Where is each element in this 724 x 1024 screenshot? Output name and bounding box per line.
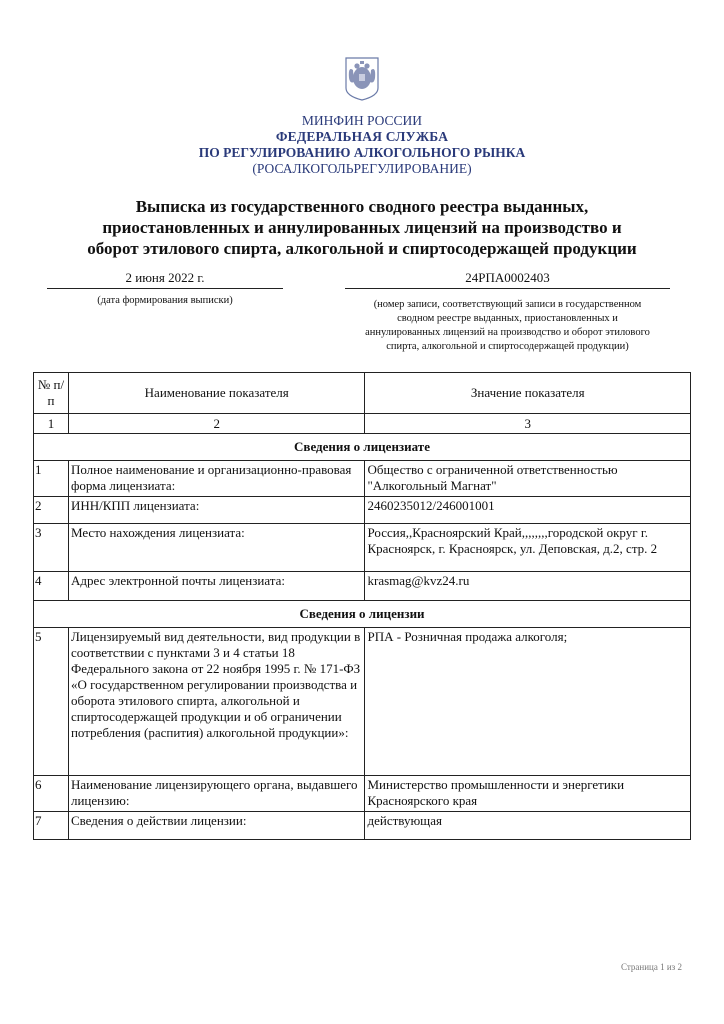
row-indicator: Место нахождения лицензиата: [68,524,365,572]
column-number: 2 [68,414,365,434]
row-indicator: Лицензируемый вид деятельности, вид продукции в соответствии с пунктами 3 и 4 статьи 18 Федерального закона от 22 ноября 1995 г. № 171-ФЗ «О государственном регулировании производства и оборота этилового спирта, алкогольной и спиртосодержащей продукции и об ограничении потребления (распития) алкогольной продукции»: [68,628,365,776]
row-indicator: Наименование лицензирующего органа, выдавшего лицензию: [68,776,365,812]
row-value: 2460235012/246001001 [365,497,691,524]
row-value: krasmag@kvz24.ru [365,572,691,601]
agency-service: ФЕДЕРАЛЬНАЯ СЛУЖБА [275,129,449,144]
table-row [34,776,691,812]
table-row [34,461,691,497]
row-indicator: Полное наименование и организационно-правовая форма лицензиата: [68,461,365,497]
page-number: Страница 1 из 2 [621,962,682,972]
table-row [34,524,691,572]
header-number: № п/п [34,373,69,414]
row-indicator: Адрес электронной почты лицензиата: [68,572,365,601]
row-number: 4 [34,572,69,601]
section-row-licensee [34,434,691,461]
agency-service-full: ПО РЕГУЛИРОВАНИЮ АЛКОГОЛЬНОГО РЫНКА [198,145,526,160]
title-line: оборот этилового спирта, алкогольной и спиртосодержащей продукции [87,239,637,258]
title-line: приостановленных и аннулированных лицензий на производство и [102,218,622,237]
date-caption: (дата формирования выписки) [97,295,233,306]
column-number: 1 [34,414,69,434]
row-number: 7 [34,812,69,840]
agency-short-name: (РОСАЛКОГОЛЬРЕГУЛИРОВАНИЕ) [252,161,472,176]
table-row [34,812,691,840]
section-title: Сведения о лицензии [34,601,691,628]
record-number-value: 24РПА0002403 [345,268,670,289]
table-row [34,497,691,524]
column-number: 3 [365,414,691,434]
coat-of-arms-icon [344,56,380,102]
document-title [60,196,664,259]
table-row [34,572,691,601]
table-header-row [34,373,691,414]
date-value: 2 июня 2022 г. [47,268,283,289]
row-value: Министерство промышленности и энергетики Красноярского края [365,776,691,812]
row-number: 3 [34,524,69,572]
row-indicator: Сведения о действии лицензии: [68,812,365,840]
record-number-caption: (номер записи, соответствующий записи в государственном сводном реестре выданных, приостановленных и аннулированных лицензий на производство и оборот этилового спирта, алкогольной и спиртосодержащей продукции) [365,299,650,352]
row-number: 5 [34,628,69,776]
header-indicator-value: Значение показателя [365,373,691,414]
row-value: Россия,,Красноярский Край,,,,,,,,городской округ г. Красноярск, г. Красноярск, ул. Деповская, д.2, стр. 2 [365,524,691,572]
section-row-license [34,601,691,628]
row-number: 6 [34,776,69,812]
table-row [34,628,691,776]
record-number-field [345,268,670,354]
row-number: 2 [34,497,69,524]
title-line: Выписка из государственного сводного реестра выданных, [135,197,589,216]
row-value: Общество с ограниченной ответственностью "Алкогольный Магнат" [365,461,691,497]
section-title: Сведения о лицензиате [34,434,691,461]
column-numbers-row [34,414,691,434]
header-indicator-name: Наименование показателя [68,373,365,414]
row-value: РПА - Розничная продажа алкоголя; [365,628,691,776]
row-number: 1 [34,461,69,497]
row-value: действующая [365,812,691,840]
register-table [33,372,691,840]
date-field [47,268,283,308]
row-indicator: ИНН/КПП лицензиата: [68,497,365,524]
agency-ministry: МИНФИН РОССИИ [301,113,423,128]
